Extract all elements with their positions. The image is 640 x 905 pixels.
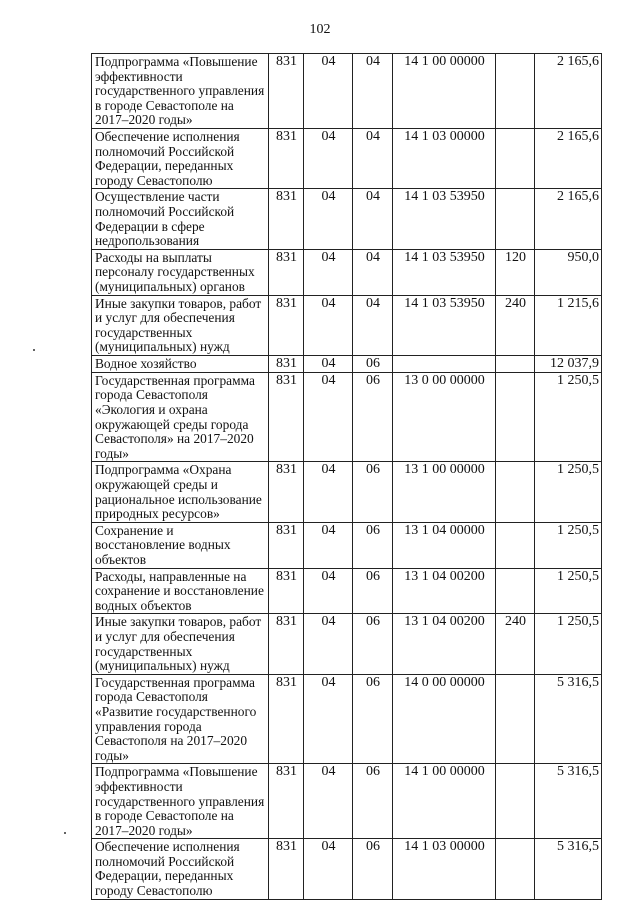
cell-amount: 2 165,6 [535,128,602,188]
cell-vr [496,128,535,188]
cell-vr [496,839,535,899]
cell-name: Государственная программа города Севастополя «Развитие государственного управления города Севастополя на 2017–2020 годы» [92,674,269,764]
cell-vr [496,462,535,522]
cell-pr: 04 [353,54,393,129]
cell-csr: 14 1 03 53950 [393,295,496,355]
cell-rz: 04 [304,614,353,674]
cell-name: Осуществление части полномочий Российской Федерации в сфере недропользования [92,189,269,249]
cell-name: Расходы на выплаты персоналу государственных (муниципальных) органов [92,249,269,295]
cell-name: Государственная программа города Севастополя «Экология и охрана окружающей среды города Севастополя» на 2017–2020 годы» [92,372,269,462]
cell-pr: 06 [353,614,393,674]
cell-csr: 13 1 00 00000 [393,462,496,522]
cell-rz: 04 [304,355,353,372]
cell-ved: 831 [269,249,304,295]
cell-csr: 14 0 00 00000 [393,674,496,764]
cell-ved: 831 [269,295,304,355]
cell-vr [496,372,535,462]
cell-pr: 06 [353,568,393,614]
cell-ved: 831 [269,614,304,674]
scan-speck [64,832,66,834]
table-row [92,249,602,295]
cell-csr: 14 1 00 00000 [393,764,496,839]
table-row [92,764,602,839]
cell-name: Водное хозяйство [92,355,269,372]
cell-ved: 831 [269,764,304,839]
cell-amount: 1 250,5 [535,568,602,614]
cell-csr: 14 1 03 00000 [393,839,496,899]
cell-rz: 04 [304,295,353,355]
cell-csr: 13 1 04 00000 [393,522,496,568]
cell-amount: 5 316,5 [535,674,602,764]
cell-rz: 04 [304,128,353,188]
cell-name: Обеспечение исполнения полномочий Российской Федерации, переданных городу Севастополю [92,839,269,899]
table-row [92,462,602,522]
scan-speck [33,349,35,351]
cell-rz: 04 [304,54,353,129]
cell-ved: 831 [269,839,304,899]
cell-ved: 831 [269,355,304,372]
cell-pr: 04 [353,128,393,188]
cell-rz: 04 [304,522,353,568]
table-row [92,295,602,355]
cell-pr: 06 [353,839,393,899]
table-row [92,568,602,614]
cell-csr: 13 0 00 00000 [393,372,496,462]
cell-vr: 240 [496,614,535,674]
cell-amount: 1 215,6 [535,295,602,355]
cell-csr: 14 1 00 00000 [393,54,496,129]
table-row [92,54,602,129]
budget-table [91,53,602,900]
cell-rz: 04 [304,839,353,899]
cell-pr: 04 [353,189,393,249]
page-number: 102 [309,22,331,37]
cell-rz: 04 [304,674,353,764]
cell-amount: 5 316,5 [535,839,602,899]
cell-pr: 06 [353,372,393,462]
cell-name: Подпрограмма «Охрана окружающей среды и рациональное использование природных ресурсов» [92,462,269,522]
cell-vr [496,522,535,568]
cell-amount: 1 250,5 [535,372,602,462]
cell-ved: 831 [269,568,304,614]
cell-ved: 831 [269,674,304,764]
cell-rz: 04 [304,764,353,839]
cell-name: Иные закупки товаров, работ и услуг для обеспечения государственных (муниципальных) нужд [92,295,269,355]
cell-amount: 2 165,6 [535,189,602,249]
cell-amount: 12 037,9 [535,355,602,372]
cell-pr: 06 [353,674,393,764]
cell-ved: 831 [269,54,304,129]
cell-amount: 1 250,5 [535,522,602,568]
cell-name: Расходы, направленные на сохранение и восстановление водных объектов [92,568,269,614]
cell-name: Сохранение и восстановление водных объектов [92,522,269,568]
table-row [92,189,602,249]
cell-vr: 240 [496,295,535,355]
cell-pr: 06 [353,764,393,839]
table-row [92,614,602,674]
cell-pr: 06 [353,522,393,568]
cell-ved: 831 [269,522,304,568]
table-row [92,839,602,899]
table-row [92,674,602,764]
cell-pr: 06 [353,355,393,372]
cell-ved: 831 [269,128,304,188]
cell-csr: 14 1 03 00000 [393,128,496,188]
cell-amount: 2 165,6 [535,54,602,129]
cell-rz: 04 [304,462,353,522]
cell-csr: 14 1 03 53950 [393,249,496,295]
cell-vr [496,568,535,614]
cell-amount: 5 316,5 [535,764,602,839]
cell-csr: 13 1 04 00200 [393,614,496,674]
cell-ved: 831 [269,462,304,522]
cell-rz: 04 [304,568,353,614]
cell-ved: 831 [269,189,304,249]
table-row [92,128,602,188]
cell-csr: 14 1 03 53950 [393,189,496,249]
cell-amount: 950,0 [535,249,602,295]
table-row [92,355,602,372]
table-row [92,522,602,568]
cell-name: Обеспечение исполнения полномочий Российской Федерации, переданных городу Севастополю [92,128,269,188]
cell-name: Иные закупки товаров, работ и услуг для обеспечения государственных (муниципальных) нужд [92,614,269,674]
cell-vr [496,189,535,249]
cell-name: Подпрограмма «Повышение эффективности государственного управления в городе Севастополе на 2017–2020 годы» [92,54,269,129]
cell-amount: 1 250,5 [535,462,602,522]
cell-vr [496,54,535,129]
table-row [92,372,602,462]
cell-vr [496,674,535,764]
cell-rz: 04 [304,189,353,249]
cell-ved: 831 [269,372,304,462]
cell-pr: 04 [353,295,393,355]
cell-rz: 04 [304,249,353,295]
cell-amount: 1 250,5 [535,614,602,674]
cell-pr: 06 [353,462,393,522]
cell-csr [393,355,496,372]
cell-vr [496,355,535,372]
cell-vr [496,764,535,839]
cell-csr: 13 1 04 00200 [393,568,496,614]
cell-vr: 120 [496,249,535,295]
cell-pr: 04 [353,249,393,295]
cell-name: Подпрограмма «Повышение эффективности государственного управления в городе Севастополе на 2017–2020 годы» [92,764,269,839]
cell-rz: 04 [304,372,353,462]
